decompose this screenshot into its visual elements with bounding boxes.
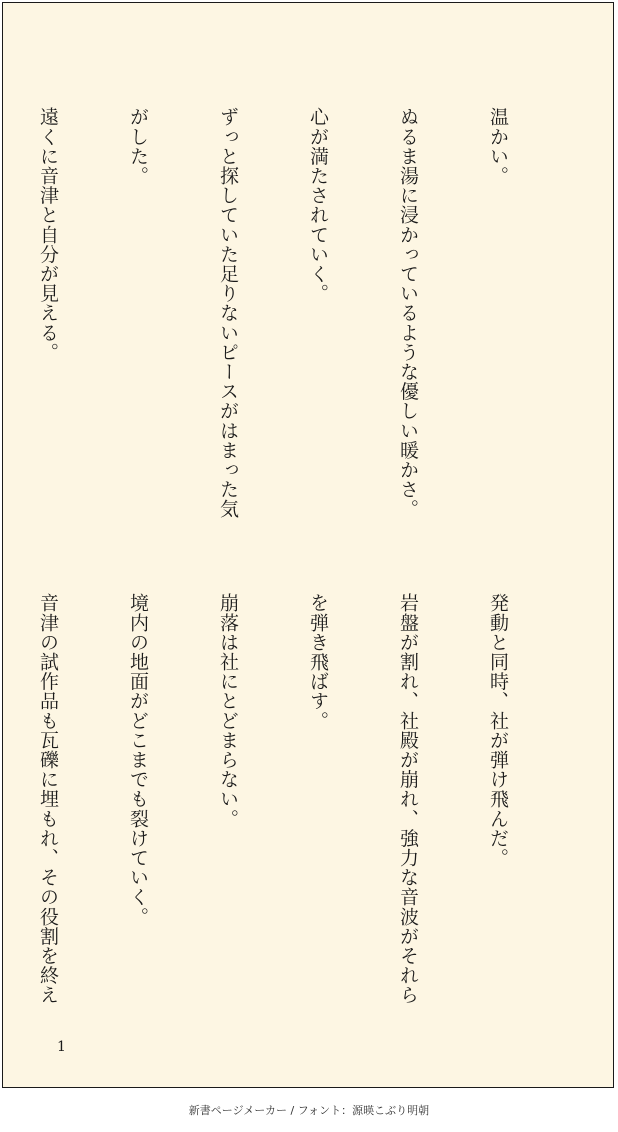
footer-credit: 新書ページメーカー / フォント：源暎こぶり明朝 bbox=[188, 1104, 430, 1117]
page-number: 1 bbox=[57, 1039, 66, 1055]
text-line: 岩盤が割れ、社殿が崩れ、強力な音波がそれら bbox=[397, 593, 419, 1005]
text-line: 心が満たされていく。 bbox=[307, 107, 329, 303]
text-block-lower bbox=[2, 593, 573, 1033]
text-line: 境内の地面がどこまでも裂けていく。 bbox=[127, 593, 149, 927]
text-line: 音津の試作品も瓦礫に埋もれ、その役割を終え bbox=[37, 593, 59, 1005]
text-line: 発動と同時、社が弾け飛んだ。 bbox=[487, 593, 509, 868]
text-line: 温かい。 bbox=[487, 107, 509, 186]
text-line: 遠くに音津と自分が見える。 bbox=[37, 107, 59, 362]
text-line: がした。 bbox=[127, 107, 149, 186]
text-line: 崩落は社にとどまらない。 bbox=[217, 593, 239, 829]
book-page bbox=[2, 2, 614, 1088]
text-line: ずっと探していた足りないピースがはまった気 bbox=[217, 107, 239, 519]
text-line: ぬるま湯に浸かっているような優しい暖かさ。 bbox=[397, 107, 419, 519]
text-line: を弾き飛ばす。 bbox=[307, 593, 329, 731]
text-block-upper bbox=[2, 107, 573, 557]
